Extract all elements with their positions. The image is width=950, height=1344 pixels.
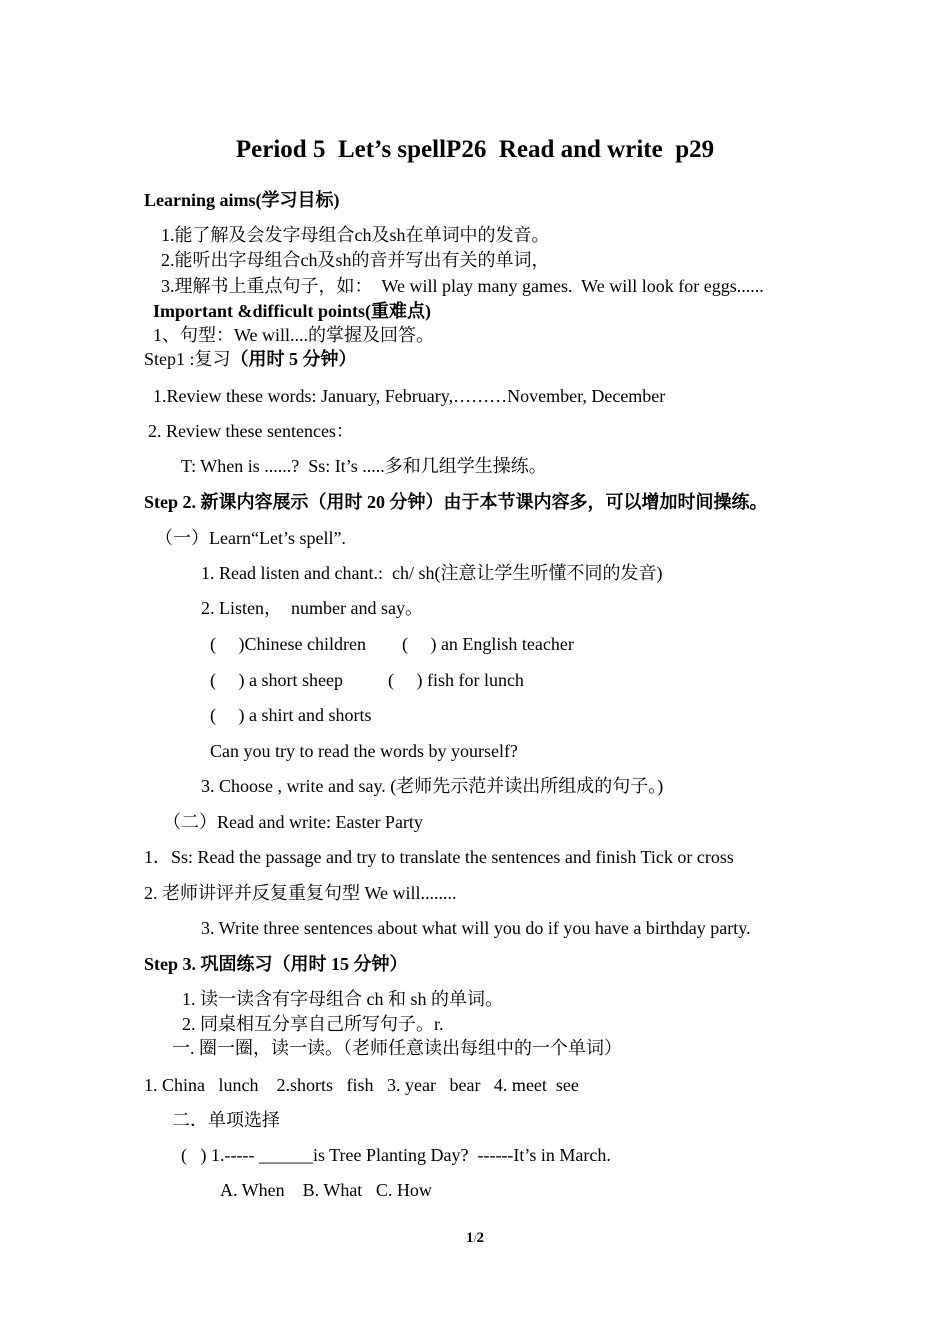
learning-aim-item: 1.能了解及会发字母组合ch及sh在单词中的发音。 <box>161 225 550 245</box>
step1-item: T: When is ......? Ss: It’s .....多和几组学生操练。 <box>181 456 547 476</box>
exercise-one-words: 1. China lunch 2.shorts fish 3. year bear 4. meet see <box>144 1075 579 1095</box>
document-title: Period 5 Let’s spellP26 Read and write p29 <box>235 136 715 163</box>
page-current: 1 <box>465 1230 474 1246</box>
step2-part1-item: 1. Read listen and chant.: ch/ sh(注意让学生听懂不同的发音) <box>201 563 663 583</box>
step1-heading-time: （用时 5 分钟） <box>230 349 357 369</box>
step1-item: 2. Review these sentences： <box>148 421 354 441</box>
step2-part1-heading: （一）Learn“Let’s spell”. <box>155 528 346 548</box>
step2-part1-item: Can you try to read the words by yourself? <box>210 741 518 761</box>
exercise-one-heading: 一. 圈一圈，读一读。（老师任意读出每组中的一个单词） <box>172 1038 622 1058</box>
exercise-two-heading: 二．单项选择 <box>172 1110 280 1130</box>
step2-part1-item: 2. Listen， number and say。 <box>201 598 423 618</box>
step2-part1-item: 3. Choose , write and say. (老师先示范并读出所组成的句子。) <box>201 776 664 796</box>
step2-heading: Step 2. 新课内容展示（用时 20 分钟）由于本节课内容多，可以增加时间操练。 <box>144 492 768 512</box>
step3-heading: Step 3. 巩固练习（用时 15 分钟） <box>144 954 408 974</box>
step1-heading <box>144 350 357 368</box>
key-point-item: 1、句型：We will....的掌握及回答。 <box>153 325 435 345</box>
page-number <box>0 1231 950 1246</box>
step2-part1-item: ( )Chinese children ( ) an English teacher <box>210 634 574 654</box>
exercise-two-options: A. When B. What C. How <box>220 1180 432 1200</box>
step3-item: 2. 同桌相互分享自己所写句子。r. <box>182 1014 444 1034</box>
step2-part2-item: 2. 老师讲评并反复重复句型 We will........ <box>144 883 457 903</box>
learning-aim-item: 3.理解书上重点句子，如： We will play many games. We will look for eggs...... <box>161 276 764 296</box>
page-separator: / <box>473 1233 477 1245</box>
step2-part2-item: 1．Ss: Read the passage and try to translate the sentences and finish Tick or cross <box>144 847 734 867</box>
step3-item: 1. 读一读含有字母组合 ch 和 sh 的单词。 <box>182 989 503 1009</box>
step2-part1-item: ( ) a shirt and shorts <box>210 705 372 725</box>
step1-item: 1.Review these words: January, February,………November, December <box>153 386 666 406</box>
exercise-two-question: ( ) 1.----- ______is Tree Planting Day? ------It’s in March. <box>181 1145 611 1165</box>
key-points-heading: Important &difficult points(重难点) <box>153 301 431 321</box>
step2-part2-item: 3. Write three sentences about what will you do if you have a birthday party. <box>201 918 751 938</box>
learning-aim-item: 2.能听出字母组合ch及sh的音并写出有关的单词， <box>161 250 550 270</box>
step2-part1-item: ( ) a short sheep ( ) fish for lunch <box>210 670 524 690</box>
learning-aims-heading: Learning aims(学习目标) <box>144 190 340 210</box>
page-total: 2 <box>476 1230 485 1246</box>
step2-part2-heading: （二）Read and write: Easter Party <box>163 812 423 832</box>
step1-heading-prefix: Step1 :复习 <box>144 349 231 369</box>
